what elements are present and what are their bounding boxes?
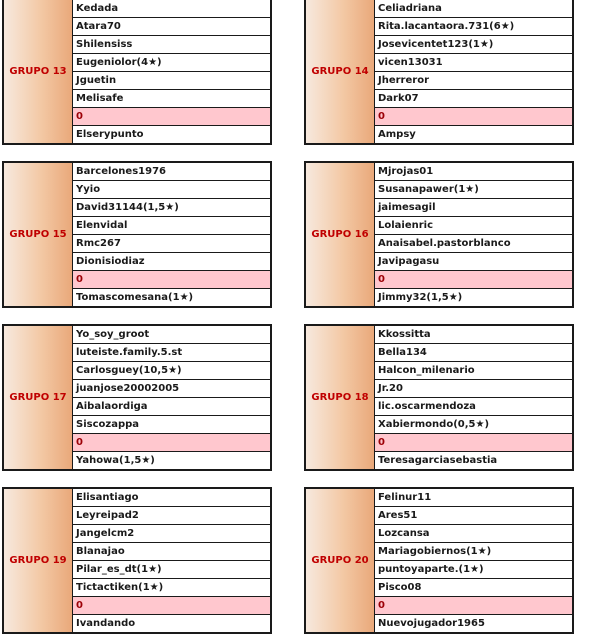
player-name-cell: puntoyaparte.(1★): [375, 561, 572, 579]
player-name-cell: juanjose20002005: [73, 380, 270, 398]
player-name-cell: Xabiermondo(0,5★): [375, 416, 572, 434]
player-name-cell: Yahowa(1,5★): [76, 455, 155, 466]
player-name-cell: Elserypunto: [76, 129, 144, 140]
empty-slot-cell: 0: [73, 108, 270, 126]
group-label: GRUPO 13: [4, 0, 73, 143]
group-label: GRUPO 19: [4, 489, 73, 632]
player-name-cell: Dionisiodiaz: [73, 253, 270, 271]
player-name-cell: Josevicentet123(1★): [375, 36, 572, 54]
group-table: [304, 487, 574, 634]
player-name-cell: Susanapawer(1★): [375, 181, 572, 199]
group-table: [2, 0, 272, 145]
player-name-cell: Dark07: [375, 90, 572, 108]
player-name-cell: lic.oscarmendoza: [375, 398, 572, 416]
empty-slot-cell: 0: [375, 597, 572, 615]
empty-slot-cell: 0: [73, 271, 270, 289]
player-name-cell: Carlosguey(10,5★): [73, 362, 270, 380]
player-name-cell: Celiadriana: [375, 0, 572, 18]
player-name-cell: Teresagarciasebastia: [378, 455, 498, 466]
group-table: [304, 161, 574, 308]
group-rows: [375, 489, 572, 632]
player-name-cell: Eugeniolor(4★): [73, 54, 270, 72]
group-label: GRUPO 16: [306, 163, 375, 306]
group-table: [2, 324, 272, 471]
empty-slot-cell: 0: [73, 597, 270, 615]
player-name-cell: Kkossitta: [375, 326, 572, 344]
player-name-cell: Jangelcm2: [73, 525, 270, 543]
group-rows: [375, 326, 572, 469]
player-name-cell: Lolaienric: [375, 217, 572, 235]
player-name-cell: Jherreror: [375, 72, 572, 90]
player-name-cell: Kedada: [73, 0, 270, 18]
group-label: GRUPO 15: [4, 163, 73, 306]
group-label: GRUPO 20: [306, 489, 375, 632]
player-name-cell: Mjrojas01: [375, 163, 572, 181]
empty-slot-cell: 0: [375, 434, 572, 452]
player-name-cell: luteiste.family.5.st: [73, 344, 270, 362]
player-name-cell: Ivandando: [76, 618, 136, 629]
player-name-cell: Ares51: [375, 507, 572, 525]
player-name-cell: Rmc267: [73, 235, 270, 253]
player-name-cell: Nuevojugador1965: [378, 618, 485, 629]
player-name-cell: Leyreipad2: [73, 507, 270, 525]
group-rows: [73, 0, 270, 143]
empty-slot-cell: 0: [375, 271, 572, 289]
player-name-cell: Pisco08: [375, 579, 572, 597]
group-label: GRUPO 14: [306, 0, 375, 143]
group-table: [2, 161, 272, 308]
player-name-cell: Mariagobiernos(1★): [375, 543, 572, 561]
group-rows: [73, 326, 270, 469]
player-name-cell: Jimmy32(1,5★): [378, 292, 463, 303]
player-name-cell: Jr.20: [375, 380, 572, 398]
player-name-cell: Siscozappa: [73, 416, 270, 434]
player-name-cell: Shilensiss: [73, 36, 270, 54]
group-label: GRUPO 18: [306, 326, 375, 469]
player-name-cell: Barcelones1976: [73, 163, 270, 181]
player-name-cell: Atara70: [73, 18, 270, 36]
player-name-cell: Rita.lacantaora.731(6★): [375, 18, 572, 36]
player-name-cell: Bella134: [375, 344, 572, 362]
player-name-cell: Javipagasu: [375, 253, 572, 271]
player-name-cell: Tictactiken(1★): [73, 579, 270, 597]
player-name-cell: Elenvidal: [73, 217, 270, 235]
group-rows: [73, 163, 270, 306]
player-name-cell: Yyio: [73, 181, 270, 199]
group-table: [304, 324, 574, 471]
empty-slot-cell: 0: [375, 108, 572, 126]
player-name-cell: Felinur11: [375, 489, 572, 507]
group-table: [2, 487, 272, 634]
player-name-cell: Ampsy: [378, 129, 416, 140]
player-name-cell: jaimesagil: [375, 199, 572, 217]
player-name-cell: Melisafe: [73, 90, 270, 108]
player-name-cell: Anaisabel.pastorblanco: [375, 235, 572, 253]
group-rows: [73, 489, 270, 632]
empty-slot-cell: 0: [73, 434, 270, 452]
group-rows: [375, 0, 572, 143]
player-name-cell: Halcon_milenario: [375, 362, 572, 380]
player-name-cell: Yo_soy_groot: [73, 326, 270, 344]
player-name-cell: David31144(1,5★): [73, 199, 270, 217]
group-rows: [375, 163, 572, 306]
group-label: GRUPO 17: [4, 326, 73, 469]
player-name-cell: vicen13031: [375, 54, 572, 72]
player-name-cell: Pilar_es_dt(1★): [73, 561, 270, 579]
player-name-cell: Jguetin: [73, 72, 270, 90]
player-name-cell: Tomascomesana(1★): [76, 292, 194, 303]
group-table: [304, 0, 574, 145]
player-name-cell: Lozcansa: [375, 525, 572, 543]
player-name-cell: Elisantiago: [73, 489, 270, 507]
player-name-cell: Blanajao: [73, 543, 270, 561]
player-name-cell: Aibalaordiga: [73, 398, 270, 416]
